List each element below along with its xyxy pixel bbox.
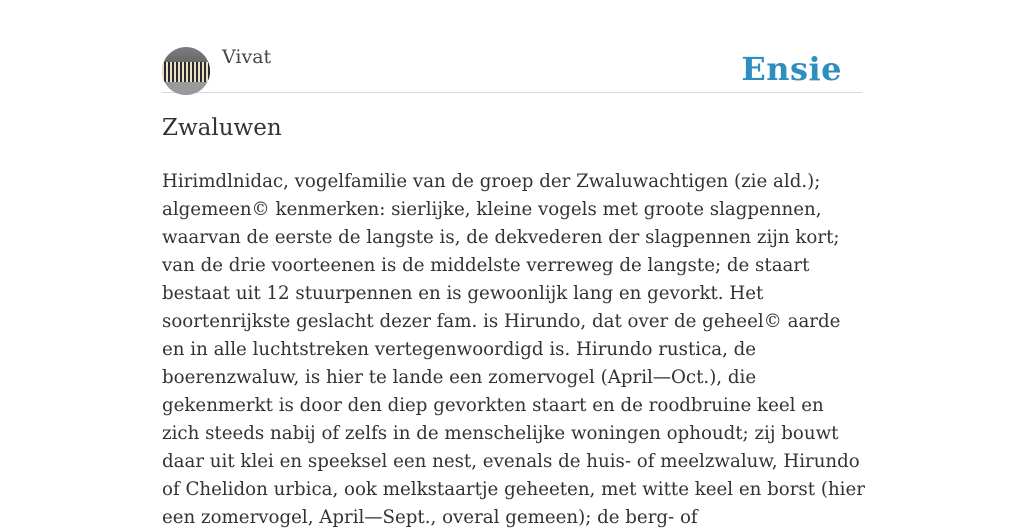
article-body: Hirimdlnidac, vogelfamilie van de groep der Zwaluwachtigen (zie ald.); algemeen© kenmerken: sierlijke, kleine vogels met groote slagpennen, waarvan de eerste de langste is, de dekvederen der slagpennen zijn kort; van de drie voorteenen is de middelste verreweg de langste; de staart bestaat uit 12 stuurpennen en is gewoonlijk lang en gevorkt. Het soortenrijkste geslacht dezer fam. is Hirundo, dat over de geheel© aarde en in alle luchtstreken vertegenwoordigd is. Hirundo rustica, de boerenzwaluw, is hier te lande een zomervogel (April—Oct.), die gekenmerkt is door den diep gevorkten staart en de roodbruine keel en zich steeds nabij of zelfs in de menschelijke woningen ophoudt; zij bouwt daar uit klei en speeksel een nest, evenals de huis- of meelzwaluw, Hirundo of Chelidon urbica, ook melkstaartje geheeten, met witte keel en borst (hier een zomervogel, April—Sept., overal gemeen); de berg- of (162, 171, 865, 528)
site-header (162, 46, 862, 93)
author-avatar[interactable] (162, 47, 210, 95)
avatar-shelf (162, 82, 210, 95)
author-name[interactable]: Vivat (222, 46, 272, 68)
article-title: Zwaluwen (162, 115, 282, 141)
brand-logo[interactable]: Ensie (741, 50, 842, 88)
avatar-bookshelf-image (162, 62, 210, 82)
